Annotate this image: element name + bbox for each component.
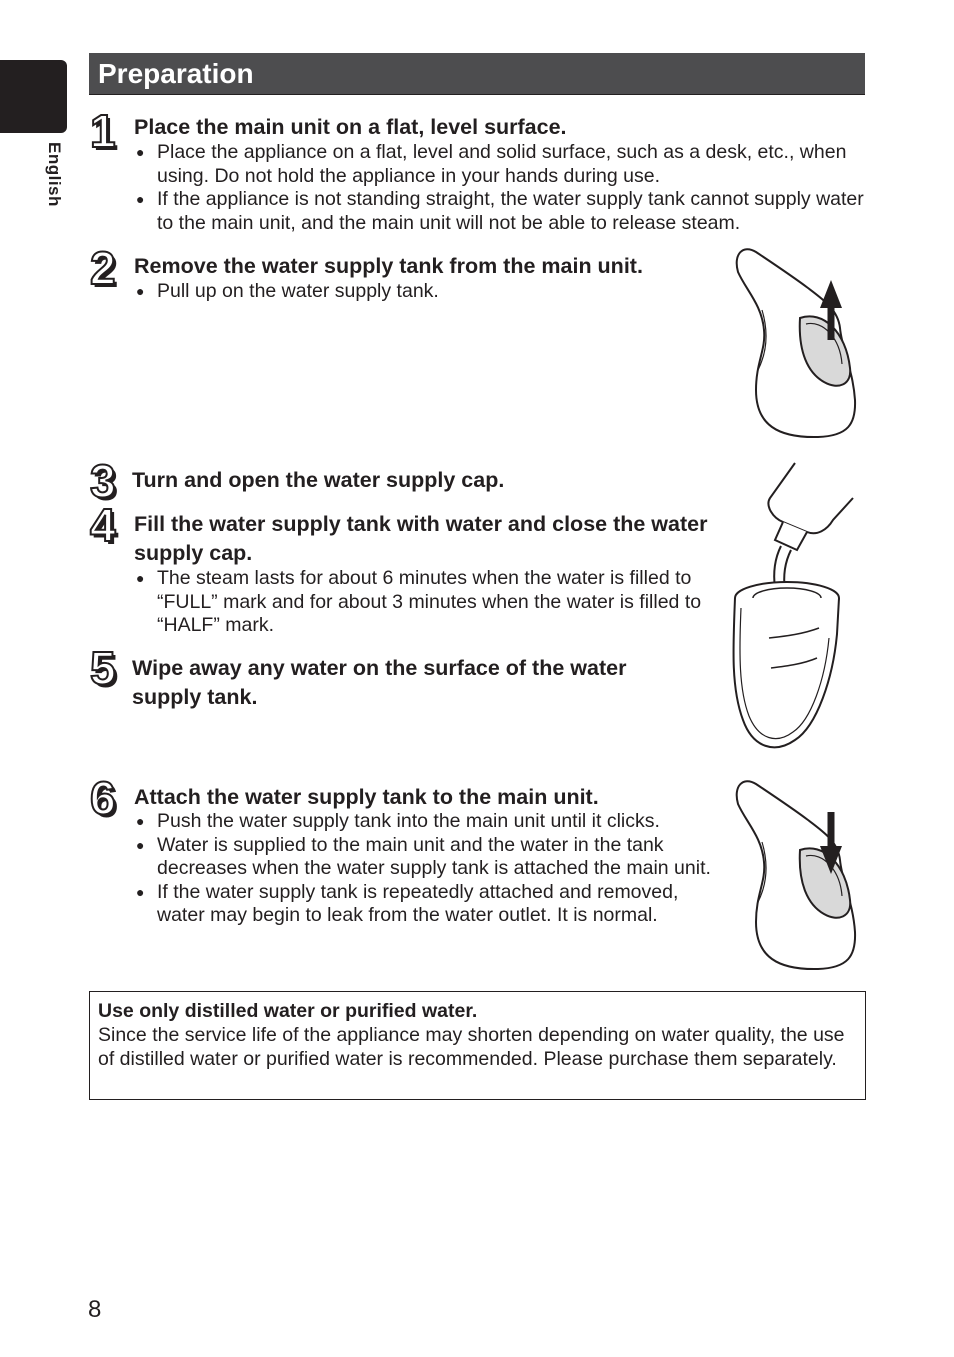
step-number-5: 5: [90, 642, 116, 694]
step-number-3: 3: [90, 455, 116, 507]
list-item: ● Water is supplied to the main unit and the water in the tank decreases when the water supply tank is attached the main unit.: [134, 834, 729, 881]
step-title-6: Attach the water supply tank to the main unit.: [134, 785, 599, 809]
language-tab: [0, 60, 67, 133]
water-notice-box: [89, 991, 866, 1100]
step-6-bullets: [134, 810, 729, 928]
list-item: ● Push the water supply tank into the main unit until it clicks.: [134, 810, 729, 834]
step-number-4: 4: [90, 499, 116, 551]
list-item: ● The steam lasts for about 6 minutes when the water is filled to “FULL” mark and for about 3 minutes when the water is filled to “HALF” mark.: [134, 567, 719, 638]
notice-body: Since the service life of the appliance may shorten depending on water quality, the use of distilled water or purified water is recommended. Please purchase them separately.: [98, 1024, 845, 1070]
step-title-5: Wipe away any water on the surface of the water supply tank.: [132, 656, 627, 709]
step-4-bullets: [134, 567, 719, 638]
notice-title: Use only distilled water or purified water.: [98, 1000, 478, 1022]
step-title-3: Turn and open the water supply cap.: [132, 468, 505, 492]
step-number-1: 1: [90, 105, 116, 157]
fill-tank-illustration: [725, 458, 865, 758]
step-title-4: Fill the water supply tank with water and close the water supply cap.: [134, 512, 708, 565]
list-item: ● If the appliance is not standing straight, the water supply tank cannot supply water to the main unit, and the main unit will not be able to release steam.: [134, 188, 869, 235]
language-label: English: [45, 142, 64, 207]
step-number-6: 6: [90, 772, 116, 824]
step-title-2: Remove the water supply tank from the main unit.: [134, 254, 643, 278]
list-item: ● Place the appliance on a flat, level and solid surface, such as a desk, etc., when using. Do not hold the appliance in your hands during use.: [134, 141, 869, 188]
step-2-bullets: [134, 280, 694, 304]
remove-tank-illustration: [728, 240, 868, 445]
section-title: Preparation: [98, 58, 254, 89]
list-item: ● Pull up on the water supply tank.: [134, 280, 694, 304]
step-1-bullets: [134, 141, 869, 235]
attach-tank-illustration: [728, 772, 868, 977]
list-item: ● If the water supply tank is repeatedly attached and removed, water may begin to leak from the water outlet. It is normal.: [134, 881, 729, 928]
step-number-2: 2: [90, 242, 116, 294]
section-header: [89, 53, 865, 95]
step-title-1: Place the main unit on a flat, level surface.: [134, 115, 567, 139]
page-number: 8: [88, 1296, 102, 1323]
